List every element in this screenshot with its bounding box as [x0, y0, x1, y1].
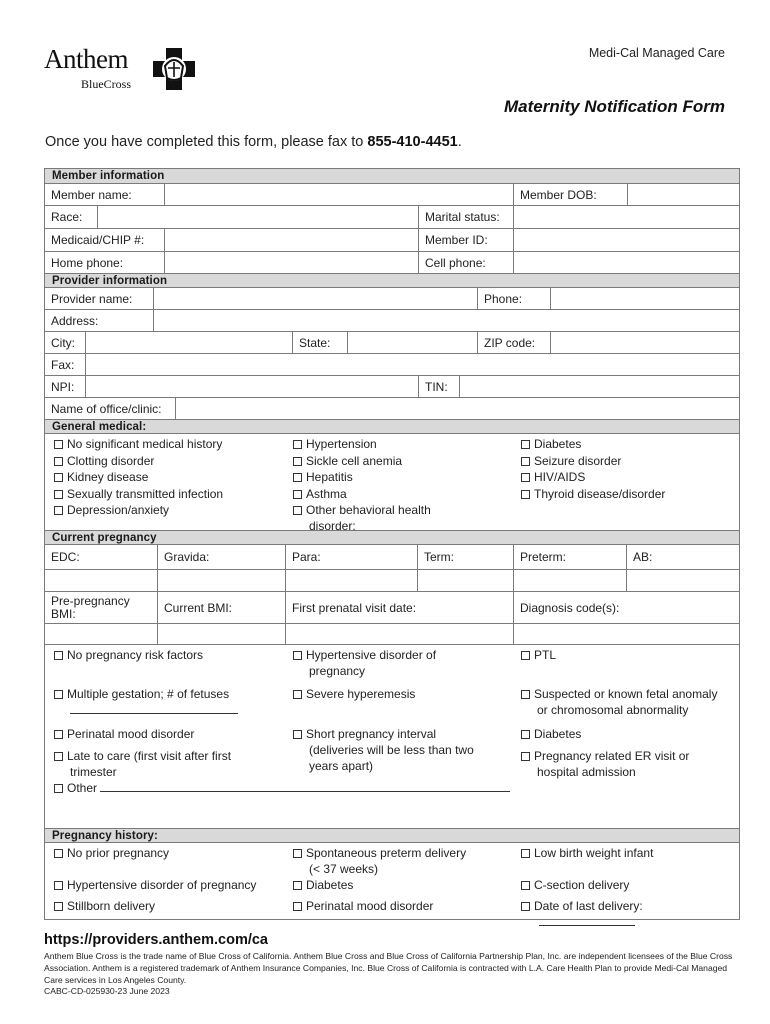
fax-number: 855-410-4451 — [367, 134, 458, 150]
para-field[interactable] — [285, 570, 417, 591]
general-medical-section-header: General medical: — [45, 419, 739, 433]
marital-status-field[interactable] — [513, 206, 739, 228]
checkbox-asthma[interactable]: Asthma — [293, 486, 347, 502]
current-bmi-field[interactable] — [157, 624, 285, 644]
city-field[interactable] — [85, 332, 292, 353]
blue-cross-shield-icon — [149, 44, 199, 94]
checkbox-depression-anxiety[interactable]: Depression/anxiety — [54, 502, 169, 518]
fax-field[interactable] — [85, 354, 739, 375]
provider-name-label: Provider name: — [51, 291, 133, 306]
maternity-form — [44, 168, 740, 920]
pregnancy-history-checklist — [45, 842, 739, 919]
fetuses-count-field[interactable] — [70, 703, 238, 714]
checkbox-other-behavioral[interactable]: Other behavioral health disorder: — [293, 502, 431, 534]
checkbox-perinatal-mood[interactable]: Perinatal mood disorder — [54, 726, 194, 742]
checkbox-clotting-disorder[interactable]: Clotting disorder — [54, 453, 154, 469]
provider-phone-field[interactable] — [550, 288, 739, 309]
npi-field[interactable] — [85, 376, 418, 397]
checkbox-diabetes[interactable]: Diabetes — [521, 436, 581, 452]
last-delivery-date-field[interactable] — [539, 915, 635, 926]
provider-phone-label: Phone: — [477, 288, 550, 309]
member-name-label: Member name: — [51, 187, 132, 202]
checkbox-no-risk-factors[interactable]: No pregnancy risk factors — [54, 647, 203, 663]
address-field[interactable] — [153, 310, 739, 331]
checkbox-sickle-cell[interactable]: Sickle cell anemia — [293, 453, 402, 469]
document-id: CABC-CD-025930-23 June 2023 — [44, 986, 170, 996]
edc-field[interactable] — [45, 570, 157, 591]
term-field[interactable] — [417, 570, 513, 591]
home-phone-field[interactable] — [164, 252, 418, 273]
fax-instructions: Once you have completed this form, please fax to 855-410-4451. — [45, 134, 462, 150]
member-name-field[interactable] — [164, 184, 513, 205]
checkbox-kidney-disease[interactable]: Kidney disease — [54, 469, 148, 485]
state-field[interactable] — [347, 332, 477, 353]
medicaid-label: Medicaid/CHIP #: — [51, 233, 145, 247]
city-label: City: — [51, 335, 75, 350]
member-id-field[interactable] — [513, 229, 739, 251]
checkbox-fetal-anomaly[interactable]: Suspected or known fetal anomaly or chromosomal abnormality — [521, 686, 717, 718]
tin-field[interactable] — [459, 376, 739, 397]
checkbox-hypertensive-history[interactable]: Hypertensive disorder of pregnancy — [54, 877, 256, 893]
zip-label: ZIP code: — [477, 332, 550, 353]
edc-label: EDC: — [51, 550, 80, 564]
provider-section-header: Provider information — [45, 273, 739, 287]
checkbox-stillborn[interactable]: Stillborn delivery — [54, 898, 155, 914]
program-name: Medi-Cal Managed Care — [588, 46, 725, 60]
checkbox-diabetes-history[interactable]: Diabetes — [293, 877, 353, 893]
fax-label: Fax: — [51, 357, 75, 372]
marital-status-label: Marital status: — [418, 206, 513, 228]
checkbox-hiv-aids[interactable]: HIV/AIDS — [521, 469, 585, 485]
other-risk-field[interactable] — [100, 781, 510, 792]
providers-url[interactable]: https://providers.anthem.com/ca — [44, 932, 268, 948]
preterm-label: Preterm: — [513, 545, 626, 569]
current-pregnancy-section-header: Current pregnancy — [45, 530, 739, 544]
prenatal-visit-label: First prenatal visit date: — [285, 592, 513, 623]
logo-subtitle: BlueCross — [81, 77, 132, 91]
checkbox-sti[interactable]: Sexually transmitted infection — [54, 486, 223, 502]
member-dob-field[interactable] — [627, 184, 739, 205]
checkbox-short-interval[interactable]: Short pregnancy interval (deliveries will be less than two years apart) — [293, 726, 474, 774]
checkbox-last-delivery[interactable]: Date of last delivery: — [521, 898, 643, 930]
logo-wordmark: Anthem — [44, 44, 128, 74]
race-label: Race: — [51, 210, 83, 224]
diagnosis-codes-field[interactable] — [513, 624, 739, 644]
para-label: Para: — [285, 545, 417, 569]
race-field[interactable] — [97, 206, 418, 228]
current-bmi-label: Current BMI: — [157, 592, 285, 623]
checkbox-seizure-disorder[interactable]: Seizure disorder — [521, 453, 621, 469]
checkbox-ptl[interactable]: PTL — [521, 647, 556, 663]
checkbox-no-prior-pregnancy[interactable]: No prior pregnancy — [54, 845, 169, 861]
member-id-label: Member ID: — [418, 229, 513, 251]
checkbox-late-to-care[interactable]: Late to care (first visit after first trimester — [54, 748, 231, 780]
member-dob-label: Member DOB: — [513, 184, 627, 205]
checkbox-hypertensive-disorder[interactable]: Hypertensive disorder of pregnancy — [293, 647, 436, 679]
preterm-field[interactable] — [513, 570, 626, 591]
zip-field[interactable] — [550, 332, 739, 353]
gravida-field[interactable] — [157, 570, 285, 591]
checkbox-hepatitis[interactable]: Hepatitis — [293, 469, 353, 485]
checkbox-other-risk[interactable]: Other — [54, 780, 510, 796]
checkbox-no-significant-history[interactable]: No significant medical history — [54, 436, 222, 452]
office-label: Name of office/clinic: — [51, 401, 162, 416]
pre-pregnancy-bmi-field[interactable] — [45, 624, 157, 644]
pregnancy-risk-checklist — [45, 644, 739, 828]
checkbox-perinatal-history[interactable]: Perinatal mood disorder — [293, 898, 433, 914]
checkbox-severe-hyperemesis[interactable]: Severe hyperemesis — [293, 686, 415, 702]
gravida-label: Gravida: — [157, 545, 285, 569]
checkbox-c-section[interactable]: C-section delivery — [521, 877, 629, 893]
home-phone-label: Home phone: — [51, 255, 124, 270]
checkbox-thyroid[interactable]: Thyroid disease/disorder — [521, 486, 665, 502]
general-medical-checklist — [45, 433, 739, 533]
cell-phone-label: Cell phone: — [418, 252, 513, 273]
tin-label: TIN: — [418, 376, 459, 397]
pre-pregnancy-bmi-label: Pre-pregnancy BMI: — [51, 593, 130, 621]
anthem-logo — [44, 44, 214, 94]
checkbox-hypertension[interactable]: Hypertension — [293, 436, 377, 452]
office-field[interactable] — [175, 398, 739, 419]
term-label: Term: — [417, 545, 513, 569]
checkbox-low-birth-weight[interactable]: Low birth weight infant — [521, 845, 653, 861]
legal-disclaimer: Anthem Blue Cross is the trade name of Blue Cross of California. Anthem Blue Cross and Blue Cross of California Partnership Plan, Inc. are independent licensees of the Blue Cross Association. Anthem is a registered trademark of Anthem Insurance Companies, Inc. Blue Cross of California is contracted with L.A. Care Health Plan to provide Medi-Cal Managed Care services in Los Angeles County. — [44, 951, 733, 985]
prenatal-visit-field[interactable] — [285, 624, 513, 644]
ab-label: AB: — [626, 545, 739, 569]
pregnancy-history-section-header: Pregnancy history: — [45, 828, 739, 842]
checkbox-er-visit[interactable]: Pregnancy related ER visit or hospital admission — [521, 748, 689, 780]
state-label: State: — [292, 332, 347, 353]
checkbox-multiple-gestation[interactable]: Multiple gestation; # of fetuses — [54, 686, 238, 718]
form-title: Maternity Notification Form — [503, 97, 725, 116]
ab-field[interactable] — [626, 570, 739, 591]
provider-name-field[interactable] — [153, 288, 477, 309]
diagnosis-codes-label: Diagnosis code(s): — [513, 592, 739, 623]
checkbox-diabetes-pregnancy[interactable]: Diabetes — [521, 726, 581, 742]
medicaid-field[interactable] — [164, 229, 418, 251]
address-label: Address: — [51, 313, 99, 328]
checkbox-spontaneous-preterm[interactable]: Spontaneous preterm delivery (< 37 weeks) — [293, 845, 466, 877]
cell-phone-field[interactable] — [513, 252, 739, 273]
member-section-header: Member information — [45, 169, 739, 183]
npi-label: NPI: — [51, 379, 75, 394]
